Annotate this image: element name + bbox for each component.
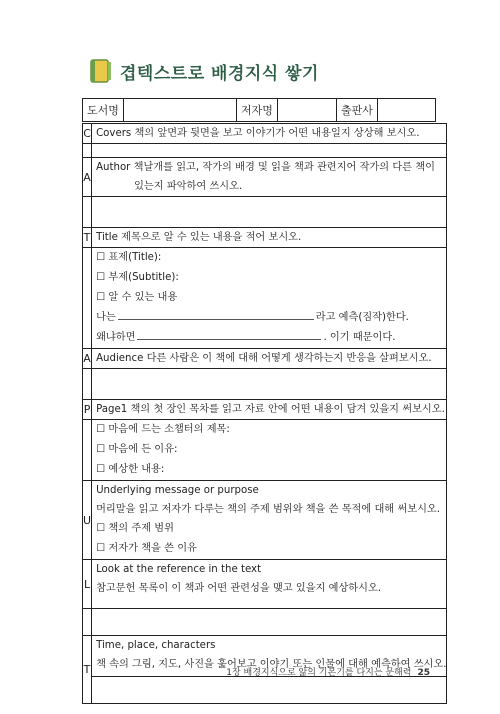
table-row (83, 197, 447, 228)
book-icon (90, 59, 112, 83)
checkbox-item[interactable]: ☐ 알 수 있는 내용 (96, 292, 178, 303)
prediction-line: 나는 라고 예측(짐작)한다. (96, 308, 446, 328)
row-prompt: 머리말을 읽고 저자가 다루는 책의 주제 범위와 책을 쓴 목적에 대해 써보시오. (96, 504, 440, 515)
checkbox-item[interactable]: ☐ 예상한 내용: (96, 464, 165, 475)
checkbox-item[interactable]: ☐ 마음에 드는 소챕터의 제목: (96, 424, 230, 435)
table-row (83, 228, 447, 248)
table-row (83, 349, 447, 369)
table-row (83, 560, 447, 609)
footer-chapter: 1장 배경지식으로 앎의 기본기를 다지는 문해력 (226, 668, 412, 678)
row-prompt-en: Look at the reference in the text (96, 564, 262, 575)
table-row (83, 369, 447, 400)
table-row (83, 158, 447, 197)
book-label: 도서명 (83, 99, 124, 121)
row-letter: P (83, 400, 92, 420)
row-letter: T (83, 636, 92, 704)
table-row (83, 400, 447, 420)
author-label: 저자명 (237, 99, 278, 121)
row-letter: A (83, 158, 92, 197)
page-number: 25 (417, 668, 430, 678)
checkbox-item[interactable]: ☐ 마음에 든 이유: (96, 444, 178, 455)
row-letter: A (83, 349, 92, 369)
table-row (83, 609, 447, 636)
publisher-label: 출판사 (337, 99, 378, 121)
row-prompt: Author 책날개를 읽고, 작가의 배경 및 읽을 책과 관련지어 작가의 다른 책이 (96, 162, 435, 173)
page-heading (90, 58, 319, 84)
row-letter: T (83, 228, 92, 248)
row-prompt: Page1 책의 첫 장인 목차를 읽고 자료 안에 어떤 내용이 담겨 있을지 써보시오. (96, 404, 445, 415)
checkbox-item[interactable]: ☐ 부제(Subtitle): (96, 272, 179, 283)
row-prompt: Covers 책의 앞면과 뒷면을 보고 이야기가 어떤 내용일지 상상해 보시오. (96, 128, 420, 139)
row-prompt: 책 속의 그림, 지도, 사진을 훑어보고 이야기 또는 인물에 대해 예측하여 쓰시오. (96, 659, 447, 670)
table-row (83, 144, 447, 158)
book-info-header (82, 98, 436, 122)
row-prompt: 참고문헌 목록이 이 책과 어떤 관련성을 맺고 있을지 예상하시오. (96, 583, 382, 594)
row-prompt-cont: 있는지 파악하여 쓰시오. (134, 181, 243, 192)
table-row (83, 124, 447, 144)
author-field (278, 99, 337, 121)
worksheet-table (82, 123, 447, 704)
page-title: 겹텍스트로 배경지식 쌓기 (120, 63, 319, 84)
table-row (83, 420, 447, 481)
row-prompt-en: Time, place, characters (96, 640, 216, 651)
row-letter: C (83, 124, 92, 144)
row-prompt: Title 제목으로 알 수 있는 내용을 적어 보시오. (96, 232, 302, 243)
reason-line: 왜냐하면 . 이기 때문이다. (96, 328, 446, 348)
page-footer (226, 665, 430, 678)
book-field (124, 99, 237, 121)
checkbox-item[interactable]: ☐ 저자가 책을 쓴 이유 (96, 543, 197, 554)
publisher-field (378, 99, 435, 121)
row-prompt-en: Underlying message or purpose (96, 485, 259, 496)
row-letter: L (83, 560, 92, 609)
checkbox-item[interactable]: ☐ 책의 주제 범위 (96, 523, 174, 534)
row-prompt: Audience 다른 사람은 이 책에 대해 어떻게 생각하는지 반응을 살펴보시오. (96, 353, 432, 364)
table-row (83, 481, 447, 560)
row-letter: U (83, 481, 92, 560)
table-row (83, 248, 447, 349)
checkbox-item[interactable]: ☐ 표제(Title): (96, 252, 162, 263)
